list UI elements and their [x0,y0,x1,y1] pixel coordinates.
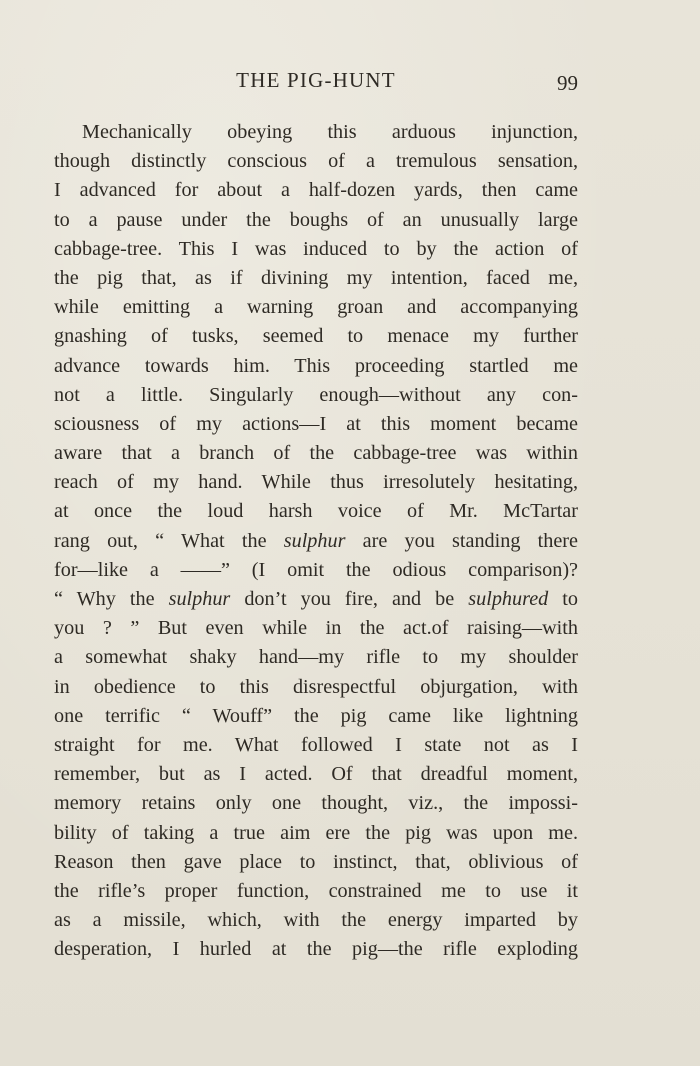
text-line: you ? ” But even while in the act.of raising—with [54,617,578,640]
text-line [54,585,578,614]
text-line: in obedience to this disrespectful objurgation, with [54,675,578,698]
text-line: the pig that, as if divining my intention, faced me, [54,266,578,289]
text-segment: “ Why the [54,588,169,610]
chapter-title: THE PIG-HUNT [236,68,396,92]
text-line: memory retains only one thought, viz., the impossi- [54,792,578,815]
text-line: remember, but as I acted. Of that dreadful moment, [54,763,578,786]
text-line: advance towards him. This proceeding startled me [54,354,578,377]
text-line: while emitting a warning groan and accompanying [54,296,578,319]
text-segment: to [548,588,579,610]
text-segment: don’t you fire, and be [230,588,469,610]
running-head [54,68,578,100]
text-line: as a missile, which, with the energy imparted by [54,909,578,932]
italic-word: sulphur [283,529,346,552]
text-line: reach of my hand. While thus irresolutely hesitating, [54,471,578,494]
text-segment: are you standing there [345,529,578,552]
text-line [54,527,578,556]
text-line: the rifle’s proper function, constrained me to use it [54,879,578,902]
text-line: Mechanically obeying this arduous injunction, [82,121,578,143]
italic-word: sulphur [168,588,231,610]
text-line: gnashing of tusks, seemed to menace my further [54,325,578,348]
text-line: though distinctly conscious of a tremulous sensation, [54,150,578,173]
text-line: straight for me. What followed I state not as I [54,733,578,756]
text-line: cabbage-tree. This I was induced to by the action of [54,237,578,260]
text-segment: rang out, “ What the [54,529,284,552]
text-line: one terrific “ Wouff” the pig came like lightning [54,704,578,727]
page-number: 99 [557,71,578,95]
text-line: at once the loud harsh voice of Mr. McTartar [54,500,578,523]
text-line: I advanced for about a half-dozen yards, then came [54,179,578,202]
text-line: bility of taking a true aim ere the pig was upon me. [54,821,578,844]
text-line: not a little. Singularly enough—without any con- [54,383,578,406]
text-line: Reason then gave place to instinct, that, oblivious of [54,850,578,873]
text-line: desperation, I hurled at the pig—the rifle exploding [54,938,578,961]
italic-word: sulphured [468,588,549,610]
text-line: a somewhat shaky hand—my rifle to my shoulder [54,646,578,669]
text-line: sciousness of my actions—I at this moment became [54,412,578,435]
text-line: for—like a ——” (I omit the odious comparison)? [54,558,578,581]
text-line: aware that a branch of the cabbage-tree was within [54,442,578,465]
body-text [54,118,578,964]
text-line: to a pause under the boughs of an unusually large [54,208,578,231]
